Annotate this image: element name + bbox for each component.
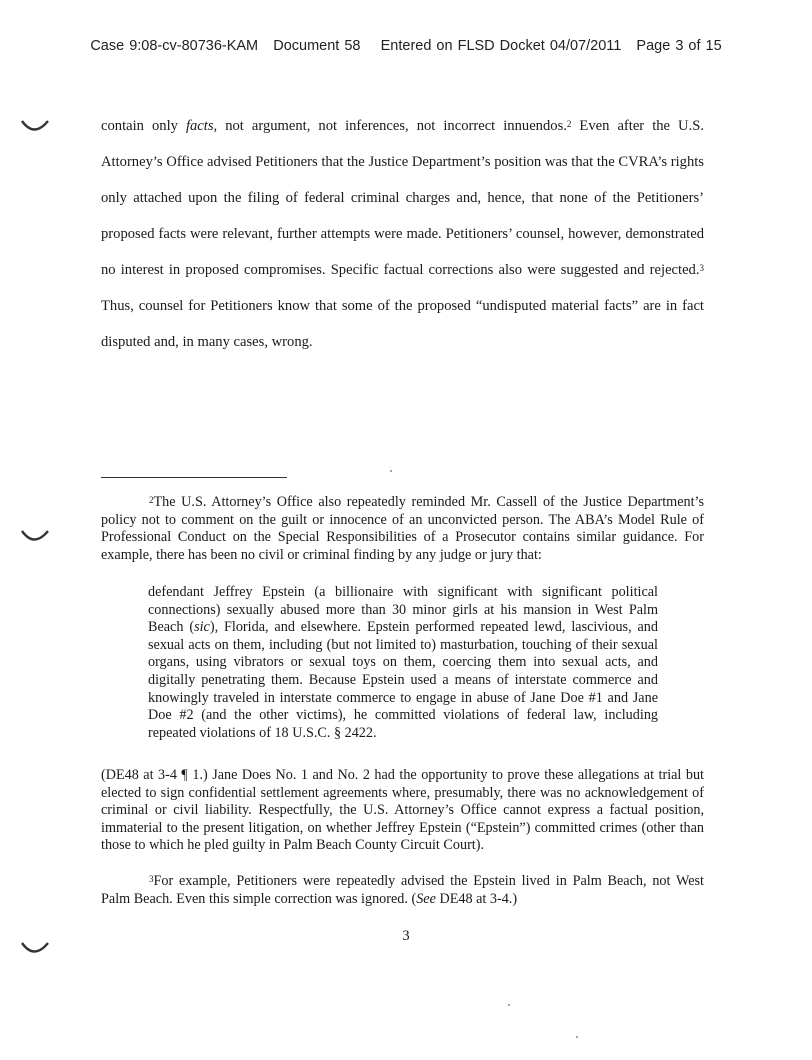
see-signal: See: [416, 890, 436, 907]
docket-entry: Entered on FLSD Docket 04/07/2011: [380, 38, 622, 54]
footnote-ref-2: 2: [566, 119, 572, 129]
footnote-3: $^3$For example, Petitioners were repeatedly advised the Epstein lived in Palm Beach, not West Palm Beach. Even this simple correction was ignored. (See DE48 at 3-4.): [101, 873, 704, 907]
binder-hole-icon: [20, 118, 50, 138]
footnote-marker-2: 2: [149, 495, 154, 505]
page-count: Page 3 of 15: [636, 38, 722, 54]
footnote-divider: [101, 477, 287, 478]
footnote-2-block-quote: defendant Jeffrey Epstein (a billionaire with significant with significant political connections) sexually abused more than 30 minor girls at his mansion in West Palm Beach (sic), Florida, and elsewhere. Epstein performed repeated lewd, lascivious, and sexual acts on them, including (but not limited to) masturbation, touching of their sexual organs, using vibrators or sexual toys on them, coercing them into sexual acts, and digitally penetrating them. Because Epstein used a means of interstate commerce and knowingly traveled in interstate commerce to engage in abuse of Jane Doe #1 and Jane Doe #2 (and the other victims), he committed violations of federal law, including repeated violations of 18 U.S.C. § 2422.: [148, 584, 658, 741]
body-paragraph: contain only facts, not argument, not inferences, not incorrect innuendos.$^2$ Even after the U.S. Attorney’s Office advised Petitioners that the Justice Department’s position was that the CVRA’s rights only attached upon the filing of federal criminal charges and, hence, that none of the Petitioners’ proposed facts were relevant, further attempts were made. Petitioners’ counsel, however, demonstrated no interest in proposed compromises. Specific factual corrections also were suggested and rejected.$^3$ Thus, counsel for Petitioners know that some of the proposed “undisputed material facts” are in fact disputed and, in many cases, wrong.: [101, 118, 705, 350]
scan-speck: [508, 1004, 510, 1006]
case-number: Case 9:08-cv-80736-KAM: [90, 38, 259, 54]
footnote-marker-3: 3: [149, 874, 154, 884]
docket-header: [0, 38, 812, 54]
footnote-ref-3: 3: [699, 263, 704, 273]
document-number: Document 58: [273, 38, 361, 54]
scan-speck: [576, 1036, 578, 1038]
footnote-2-continuation: (DE48 at 3-4 ¶ 1.) Jane Does No. 1 and No. 2 had the opportunity to prove these allegations at trial but elected to sign confidential settlement agreements where, presumably, there was no acknowledgement of criminal or civil liability. Respectfully, the U.S. Attorney’s Office cannot express a factual position, immaterial to the present litigation, on whether Jeffrey Epstein (“Epstein”) committed crimes (other than those to which he pled guilty in Palm Beach County Circuit Court).: [101, 767, 704, 854]
binder-hole-icon: [20, 528, 50, 548]
footnote-2: $^2$The U.S. Attorney’s Office also repeatedly reminded Mr. Cassell of the Justice Department’s policy not to comment on the guilt or innocence of an unconvicted person. The ABA’s Model Rule of Professional Conduct on the Special Responsibilities of a Prosecutor contains similar guidance. For example, there has been no civil or criminal finding by any judge or jury that:: [101, 494, 704, 563]
page-number: 3: [402, 928, 410, 944]
scan-speck: [390, 470, 392, 472]
sic-emphasis: sic: [194, 619, 210, 636]
emphasis-facts: facts: [185, 118, 214, 134]
